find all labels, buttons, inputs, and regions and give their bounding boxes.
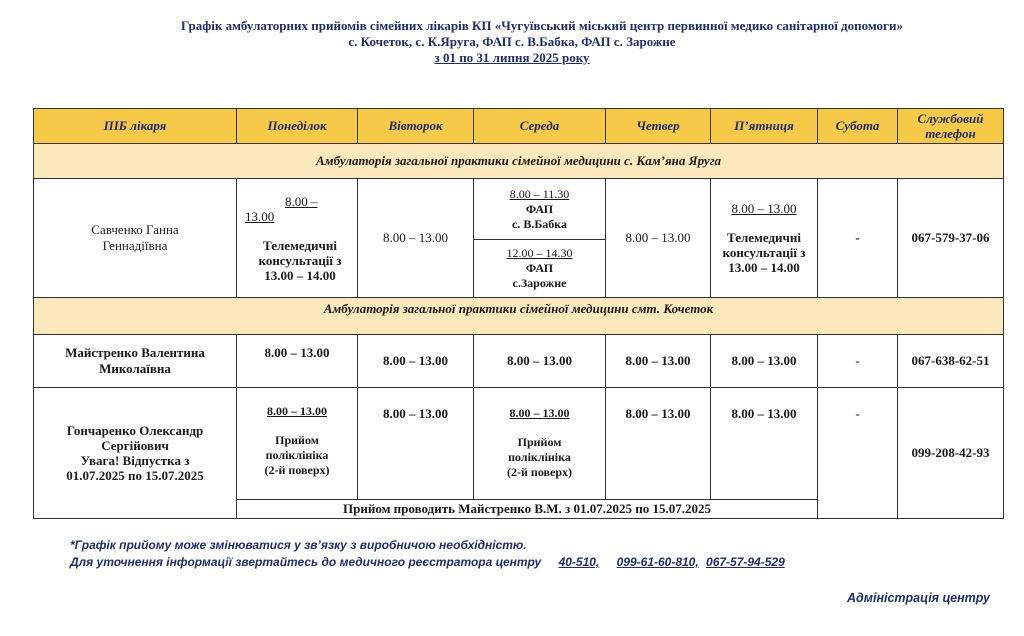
- wednesday-cell: [474, 388, 606, 500]
- wednesday-place-1a: ФАП: [525, 201, 554, 216]
- wednesday-note-2: поліклініка: [508, 450, 571, 464]
- friday-cell: 8.00 – 13.00: [711, 335, 818, 388]
- monday-note-1: Прийом: [275, 433, 319, 447]
- col-monday: Понеділок: [237, 109, 358, 144]
- col-saturday: Субота: [818, 109, 898, 144]
- wednesday-time: 8.00 – 13.00: [509, 406, 570, 420]
- schedule-table: [33, 108, 1004, 519]
- friday-note: Телемедичні консультації з 13.00 – 14.00: [722, 230, 806, 275]
- section-row-1: [34, 144, 1004, 179]
- saturday-cell: -: [818, 335, 898, 388]
- col-wednesday: Середа: [474, 109, 606, 144]
- admin-signature: Адміністрація центру: [846, 591, 990, 605]
- doctor-name-text: Гончаренко Олександр Сергійович: [66, 423, 204, 453]
- phone-cell: 067-579-37-06: [898, 179, 1004, 298]
- monday-time-end: 13.00: [245, 208, 275, 224]
- monday-time: 8.00 –: [285, 193, 318, 209]
- wednesday-place-2a: ФАП: [525, 261, 554, 275]
- thursday-cell: 8.00 – 13.00: [606, 179, 711, 298]
- monday-note-2: поліклініка: [265, 448, 329, 462]
- thursday-cell: 8.00 – 13.00: [606, 335, 711, 388]
- section-title: Амбулаторія загальної практики сімейної медицини с. Кам’яна Яруга: [34, 144, 1004, 179]
- doctor-name: [34, 388, 237, 519]
- monday-cell: [237, 388, 358, 500]
- title-line-1: Графік амбулаторних прийомів сімейних лікарів КП «Чугуївський міський центр первинної медико санітарної допомоги»: [181, 18, 903, 33]
- substitute-note: Прийом проводить Майстренко В.М. з 01.07.2025 по 15.07.2025: [237, 500, 818, 519]
- wednesday-place-1b: с. В.Бабка: [512, 216, 567, 231]
- col-phone: Службовий телефон: [898, 109, 1004, 144]
- tuesday-cell: 8.00 – 13.00: [358, 335, 474, 388]
- col-doctor: ПІБ лікаря: [34, 109, 237, 144]
- monday-cell: [237, 179, 358, 298]
- saturday-cell: -: [818, 388, 898, 519]
- contact-phone-2[interactable]: 099-61-60-810,: [616, 555, 699, 569]
- wednesday-time-1: 8.00 – 11.30: [509, 186, 570, 201]
- friday-time: 8.00 – 13.00: [731, 201, 797, 216]
- footer-note-2: [70, 555, 785, 569]
- table-row: [34, 388, 1004, 500]
- wednesday-time-2: 12.00 – 14.30: [506, 246, 573, 260]
- table-row: [34, 179, 1004, 240]
- col-friday: П’ятниця: [711, 109, 818, 144]
- wednesday-note-3: (2-й поверх): [507, 465, 572, 479]
- contact-phone-3[interactable]: 067-57-94-529: [706, 555, 785, 569]
- wednesday-slot-2: [474, 240, 606, 298]
- doctor-name: Майстренко Валентина Миколаївна: [34, 335, 237, 388]
- header-row: [34, 109, 1004, 144]
- phone-cell: 099-208-42-93: [898, 388, 1004, 519]
- monday-note-3: (2-й поверх): [264, 463, 330, 477]
- saturday-cell: -: [818, 179, 898, 298]
- title-line-2: с. Кочеток, с. К.Яруга, ФАП с. В.Бабка, ФАП с. Зарожне: [348, 34, 676, 49]
- col-thursday: Четвер: [606, 109, 711, 144]
- contact-phone-1[interactable]: 40-510,: [558, 555, 600, 569]
- section-title: Амбулаторія загальної практики сімейної медицини смт. Кочеток: [34, 298, 1004, 335]
- phone-cell: 067-638-62-51: [898, 335, 1004, 388]
- monday-time: 8.00 – 13.00: [267, 404, 327, 418]
- title-line-3: з 01 по 31 липня 2025 року: [434, 50, 590, 65]
- wednesday-slot-1: [474, 179, 606, 240]
- thursday-cell: 8.00 – 13.00: [606, 388, 711, 500]
- footer-note-1: *Графік прийому може змінюватися у зв’язку з виробничою необхідністю.: [70, 538, 527, 552]
- friday-cell: 8.00 – 13.00: [711, 388, 818, 500]
- footer-contact-text: Для уточнення інформації звертайтесь до медичного реєстратора центру: [70, 555, 542, 569]
- doctor-name: Савченко Ганна Геннадіївна: [34, 179, 237, 298]
- table-row: [34, 335, 1004, 388]
- tuesday-cell: 8.00 – 13.00: [358, 179, 474, 298]
- section-row-2: [34, 298, 1004, 335]
- wednesday-place-2b: с.Зарожне: [512, 276, 567, 290]
- vacation-note: Увага! Відпустка з 01.07.2025 по 15.07.2025: [66, 453, 204, 483]
- document-title: [0, 18, 1024, 66]
- friday-cell: [711, 179, 818, 298]
- col-tuesday: Вівторок: [358, 109, 474, 144]
- wednesday-cell: 8.00 – 13.00: [474, 335, 606, 388]
- monday-note: Телемедичні консультації з 13.00 – 14.00: [258, 237, 342, 283]
- tuesday-cell: 8.00 – 13.00: [358, 388, 474, 500]
- monday-cell: 8.00 – 13.00: [237, 335, 358, 388]
- wednesday-note-1: Прийом: [517, 435, 562, 449]
